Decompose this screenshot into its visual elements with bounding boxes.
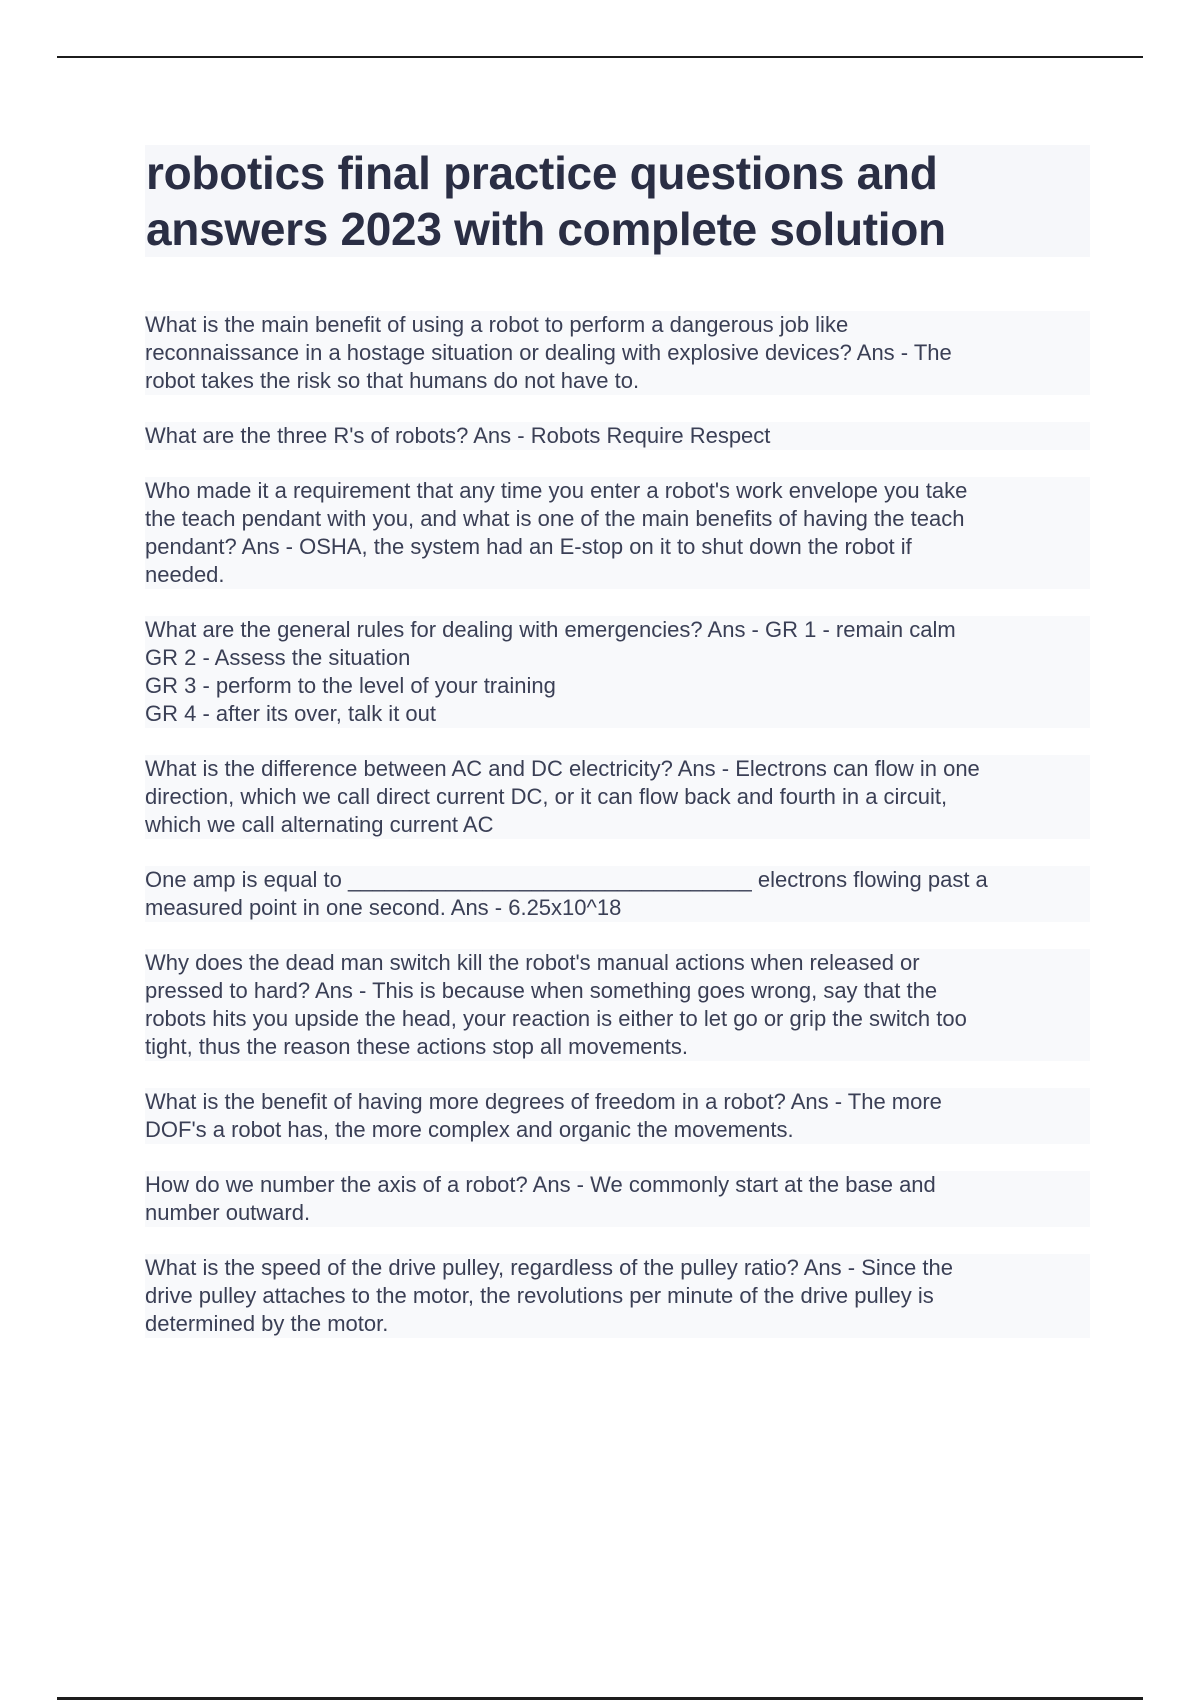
qa-entry: What is the benefit of having more degrees of freedom in a robot? Ans - The more DOF's a robot has, the more complex and organic the movements.	[145, 1088, 1090, 1144]
qa-entry: Who made it a requirement that any time you enter a robot's work envelope you take the teach pendant with you, and what is one of the main benefits of having the teach pendant? Ans - OSHA, the system had an E-stop on it to shut down the robot if needed.	[145, 477, 1090, 589]
qa-entry: What are the three R's of robots? Ans - Robots Require Respect	[145, 422, 1090, 450]
qa-entry: One amp is equal to _________________________________ electrons flowing past a measured point in one second. Ans - 6.25x10^18	[145, 866, 1090, 922]
qa-entry: Why does the dead man switch kill the robot's manual actions when released or pressed to hard? Ans - This is because when something goes wrong, say that the robots hits you upside the head, your reaction is either to let go or grip the switch too tight, thus the reason these actions stop all movements.	[145, 949, 1090, 1061]
qa-entry: What are the general rules for dealing with emergencies? Ans - GR 1 - remain calm GR 2 - Assess the situation GR 3 - perform to the level of your training GR 4 - after its over, talk it out	[145, 616, 1090, 728]
title-block	[145, 145, 1090, 257]
qa-entry: What is the main benefit of using a robot to perform a dangerous job like reconnaissance in a hostage situation or dealing with explosive devices? Ans - The robot takes the risk so that humans do not have to.	[145, 311, 1090, 395]
qa-entry: How do we number the axis of a robot? Ans - We commonly start at the base and number outward.	[145, 1171, 1090, 1227]
qa-entry: What is the difference between AC and DC electricity? Ans - Electrons can flow in one direction, which we call direct current DC, or it can flow back and fourth in a circuit, which we call alternating current AC	[145, 755, 1090, 839]
qa-list	[145, 311, 1090, 1338]
document-title: robotics final practice questions and answers 2023 with complete solution	[146, 147, 946, 255]
qa-entry: What is the speed of the drive pulley, regardless of the pulley ratio? Ans - Since the drive pulley attaches to the motor, the revolutions per minute of the drive pulley is determined by the motor.	[145, 1254, 1090, 1338]
top-divider	[57, 56, 1143, 58]
